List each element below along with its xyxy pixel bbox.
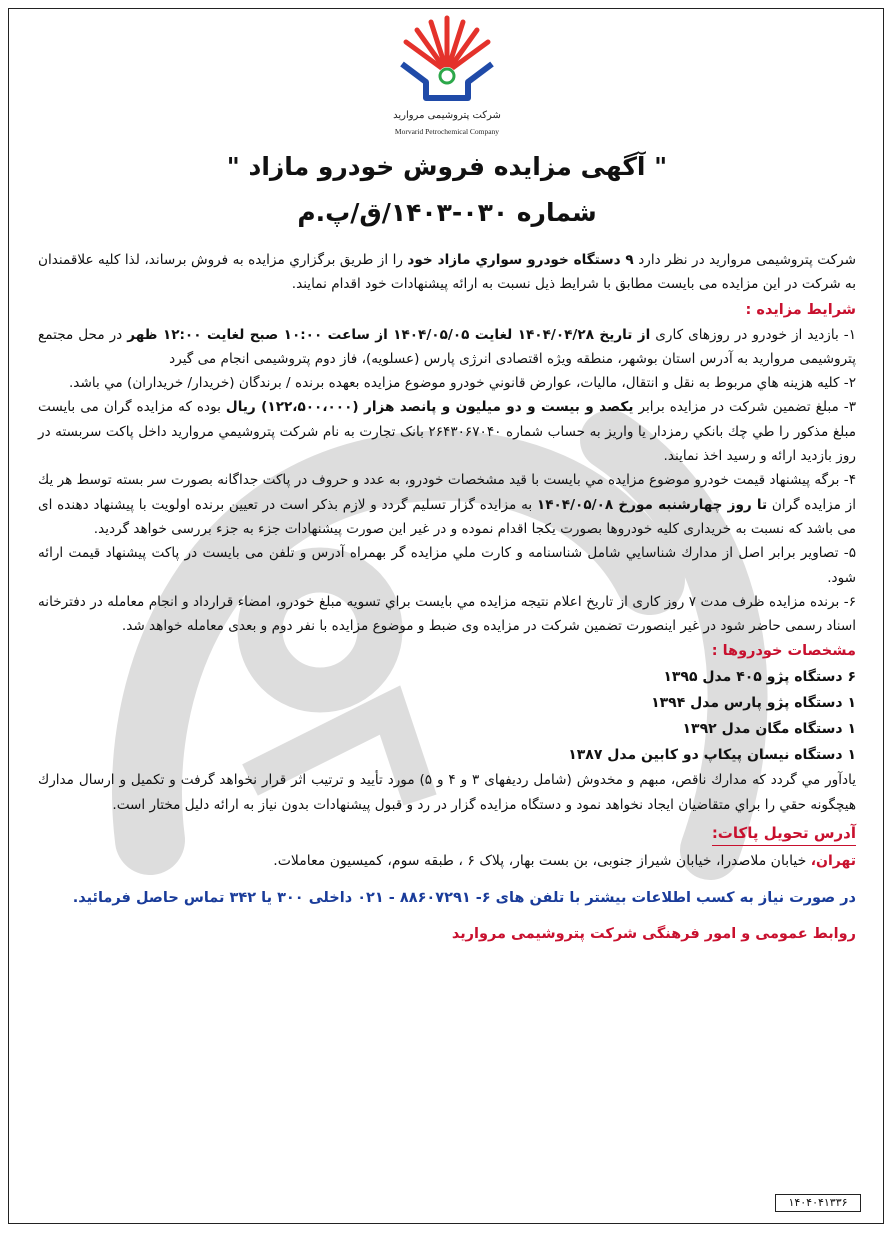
vehicle-item: ۱ دستگاه نیسان پیکاپ دو کابین مدل ۱۳۸۷ [568,747,856,764]
conditions-heading: شرایط مزایده : [745,301,856,318]
condition-2: ۲- کلیه هزینه هاي مربوط به نقل و انتقال، مالیات، عوارض قانوني خودرو موضوع مزایده بعهده برنده / برندگان (خریدار/ خریداران) مي باشد. [68,375,856,392]
contact-info: در صورت نیاز به کسب اطلاعات بیشتر با تلفن های ۶- ۸۸۶۰۷۲۹۱ - ۰۲۱ داخلی ۳۰۰ یا ۳۴۲ تماس حاصل فرمائید. [72,890,856,907]
intro-text-2: را از طریق برگزاري مزایده به فروش برساند، لذا کلیه علاقمندان به شرکت در این مزایده می بایست مطابق با شرایط ذیل نسبت به ارائه پیشنهادات خود اقدام نمایند. [38,252,856,293]
signature: روابط عمومی و امور فرهنگی شرکت پتروشیمی مروارید [451,926,856,943]
vehicle-item: ۶ دستگاه پژو ۴۰۵ مدل ۱۳۹۵ [663,669,856,686]
condition-4 [38,468,856,541]
logo-name-en: Morvarid Petrochemical Company [394,127,500,136]
delivery-address [38,846,856,876]
condition-1-c: در محل مجتمع پتروشیمی مروارید به آدرس استان بوشهر، منطقه ویژه اقتصادی انرژی پارس (عسلویه)، فاز دوم پتروشیمی انجام می گیرد [38,326,856,367]
logo-name-fa: شرکت پتروشیمی مروارید [393,110,501,121]
condition-3-a: ۳- مبلغ تضمین شرکت در مزایده برابر [633,399,856,416]
condition-4-a: ۴- برگه پیشنهاد قیمت خودرو موضوع مزایده مي بایست با قید مشخصات خودرو، به عدد و حروف در پاکت جداگانه بصورت سر بسته توسط هر یك از مزایده گران [38,472,856,513]
condition-3 [38,395,856,468]
vehicle-item: ۱ دستگاه مگان مدل ۱۳۹۲ [682,721,856,738]
condition-1-a: ۱- بازدید از خودرو در روزهای کاری [650,326,857,343]
company-logo [388,14,506,148]
delivery-address-text: خیابان ملاصدرا، خیابان شیراز جنوبی، بن بست بهار، پلاک ۶ ، طبقه سوم، کمیسیون معاملات. [273,853,811,870]
announcement-body [38,248,856,954]
vehicles-heading: مشخصات خودروها : [711,643,856,660]
condition-5: ۵- تصاویر برابر اصل از مدارك شناسایي شامل شناسنامه و کارت ملي مزایده گر بهمراه آدرس و تلفن می بایست در پاکت پیشنهاد قیمت ارائه شود. [38,545,856,586]
condition-6: ۶- برنده مزایده ظرف مدت ۷ روز کاری از تاریخ اعلام نتیجه مزایده مي بایست براي تسویه مبلغ خودرو، امضاء قرارداد و انجام معامله در دفترخانه اسناد رسمی حاضر شود در غیر اینصورت تضمین شرکت در مزایده وی ضبط و موضوع مزایده با نفر دوم و بعدی معامله خواهد شد. [38,593,856,635]
page-title: " آگهی مزایده فروش خودرو مازاد " [226,152,668,181]
vehicles-note: یادآور مي گردد که مدارك ناقص، مبهم و مخدوش (شامل ردیفهای ۳ و ۴ و ۵) مورد تأیید و ترتیب اثر قرار نخواهد گرفت و تکمیل و ارسال مدارك هیچگونه حقي را براي متقاضیان ایجاد نخواهد نمود و دستگاه مزایده گزار در رد و قبول پیشنهادات بدون نیاز به ارائه دلیل مختار است. [38,772,856,813]
delivery-city: تهران، [810,853,856,870]
condition-3-c: بوده که مزایده گران می بایست مبلغ مذکور را طي چك بانكي رمزدار یا واریز به حساب شماره ۲۶۴۳۰۶۷۰۴۰ بانک تجارت به نام شرکت پتروشیمي مروارید داخل پاکت سربسته در روز بازدید ارائه و رسید اخذ نمایند. [38,399,856,465]
condition-1-b: از تاریخ ۱۴۰۴/۰۴/۲۸ لغایت ۱۴۰۴/۰۵/۰۵ از ساعت ۱۰:۰۰ صبح لغایت ۱۲:۰۰ ظهر [127,326,651,343]
vehicle-item: ۱ دستگاه پژو پارس مدل ۱۳۹۴ [651,695,856,712]
condition-1 [38,323,856,372]
condition-4-c: به مزایده گزار تسلیم گردد و لازم بذکر است در تعیین برنده اولویت با پیشنهاد دهنده ای می باشد که نسبت به خریداری کلیه خودروها بصورت یکجا اقدام نموده و در غیر این صورت پیشنهادات جزء به جزء بررسی خواهد گردید. [38,496,856,537]
reference-code: ۱۴۰۴۰۴۱۳۳۶ [775,1194,861,1212]
intro-paragraph [38,248,856,297]
tender-number: شماره ۰۳۰-۱۴۰۳/ق/پ.م [297,198,597,227]
condition-3-b: یکصد و بیست و دو میلیون و پانصد هزار (۱۲۲،۵۰۰،۰۰۰) ریال [225,399,634,416]
condition-4-b: تا روز چهارشنبه مورخ ۱۴۰۴/۰۵/۰۸ [536,496,768,513]
delivery-heading: آدرس تحویل پاکات: [712,821,856,846]
intro-text-1: شرکت پتروشیمی مروارید در نظر دارد [633,252,856,268]
intro-bold: ۹ دستگاه خودرو سواري مازاد خود [407,252,634,268]
